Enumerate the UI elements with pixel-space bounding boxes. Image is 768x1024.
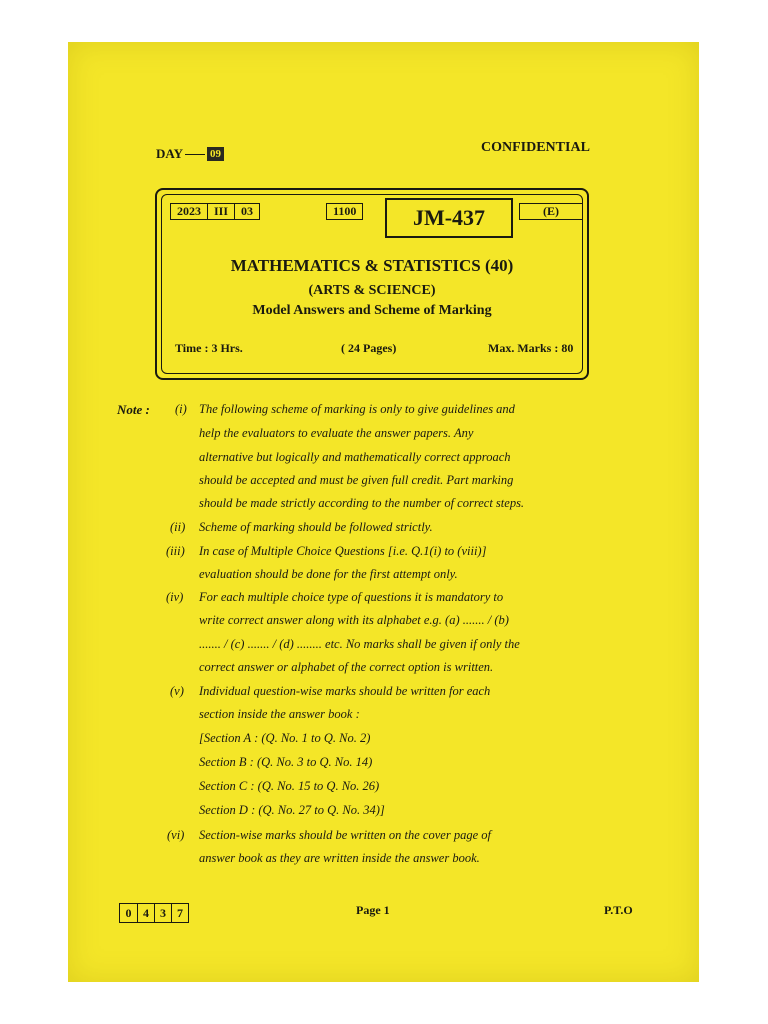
subject-title: MATHEMATICS & STATISTICS (40)	[230, 256, 514, 275]
note-num: (v)	[170, 684, 184, 698]
note-label: Note :	[117, 402, 150, 417]
code-digit: 7	[171, 904, 188, 922]
medium-box	[519, 203, 583, 220]
note-num: (iv)	[166, 590, 184, 604]
note-line: write correct answer along with its alphabet e.g. (a) ....... / (b)	[199, 613, 509, 627]
code-digit: 0	[125, 905, 132, 920]
term-code: III	[207, 204, 234, 219]
paper-number-box	[326, 203, 363, 220]
code-digits	[119, 903, 189, 923]
day-dash	[185, 154, 205, 155]
note-line: Section C : (Q. No. 15 to Q. No. 26)	[199, 779, 380, 793]
day-value: 09	[207, 147, 224, 161]
stream-title: (ARTS & SCIENCE)	[308, 283, 436, 298]
note-num: (vi)	[167, 828, 185, 842]
code-digit: 4	[137, 904, 154, 922]
note-line: evaluation should be done for the first attempt only.	[199, 567, 458, 581]
note-line: Section B : (Q. No. 3 to Q. No. 14)	[199, 755, 373, 769]
day-indicator	[156, 146, 224, 162]
note-line: [Section A : (Q. No. 1 to Q. No. 2)	[199, 731, 371, 745]
day-label: DAY	[156, 146, 183, 161]
code-digit: 3	[154, 904, 171, 922]
note-line: should be made strictly according to the number of correct steps.	[199, 496, 525, 510]
note-num: (iii)	[166, 544, 185, 558]
note-line: Section-wise marks should be written on the cover page of	[199, 828, 491, 842]
pto-label: P.T.O	[604, 903, 633, 917]
note-line: ....... / (c) ....... / (d) ........ etc. No marks shall be given if only the	[199, 637, 520, 651]
note-line: correct answer or alphabet of the correct option is written.	[199, 660, 494, 674]
max-marks: Max. Marks : 80	[488, 341, 574, 355]
page-number: Page 1	[356, 903, 390, 917]
note-line: should be accepted and must be given full credit. Part marking	[199, 473, 514, 487]
note-num: (ii)	[170, 520, 186, 534]
subtitle: Model Answers and Scheme of Marking	[252, 303, 492, 318]
note-line: For each multiple choice type of questions it is mandatory to	[199, 590, 504, 604]
time-info: Time : 3 Hrs.	[175, 341, 243, 355]
note-line: Section D : (Q. No. 27 to Q. No. 34)]	[199, 803, 385, 817]
medium-code: (E)	[543, 204, 559, 218]
note-num: (i)	[175, 402, 187, 416]
year-code: 2023	[177, 204, 201, 218]
session-code: 03	[234, 204, 259, 219]
note-line: Scheme of marking should be followed strictly.	[199, 520, 433, 534]
note-line: In case of Multiple Choice Questions [i.e. Q.1(i) to (viii)]	[199, 544, 487, 558]
note-line: answer book as they are written inside the answer book.	[199, 851, 480, 865]
page-count: ( 24 Pages)	[341, 341, 397, 355]
year-term-code-box	[170, 203, 260, 220]
note-line: Individual question-wise marks should be written for each	[199, 684, 491, 698]
note-line: The following scheme of marking is only to give guidelines and	[199, 402, 515, 416]
exam-code-box: JM-437	[385, 198, 513, 238]
note-line: section inside the answer book :	[199, 707, 360, 721]
note-line: alternative but logically and mathematically correct approach	[199, 450, 511, 464]
paper-number: 1100	[333, 204, 357, 218]
note-line: help the evaluators to evaluate the answer papers. Any	[199, 426, 474, 440]
confidential-label: CONFIDENTIAL	[481, 140, 590, 155]
